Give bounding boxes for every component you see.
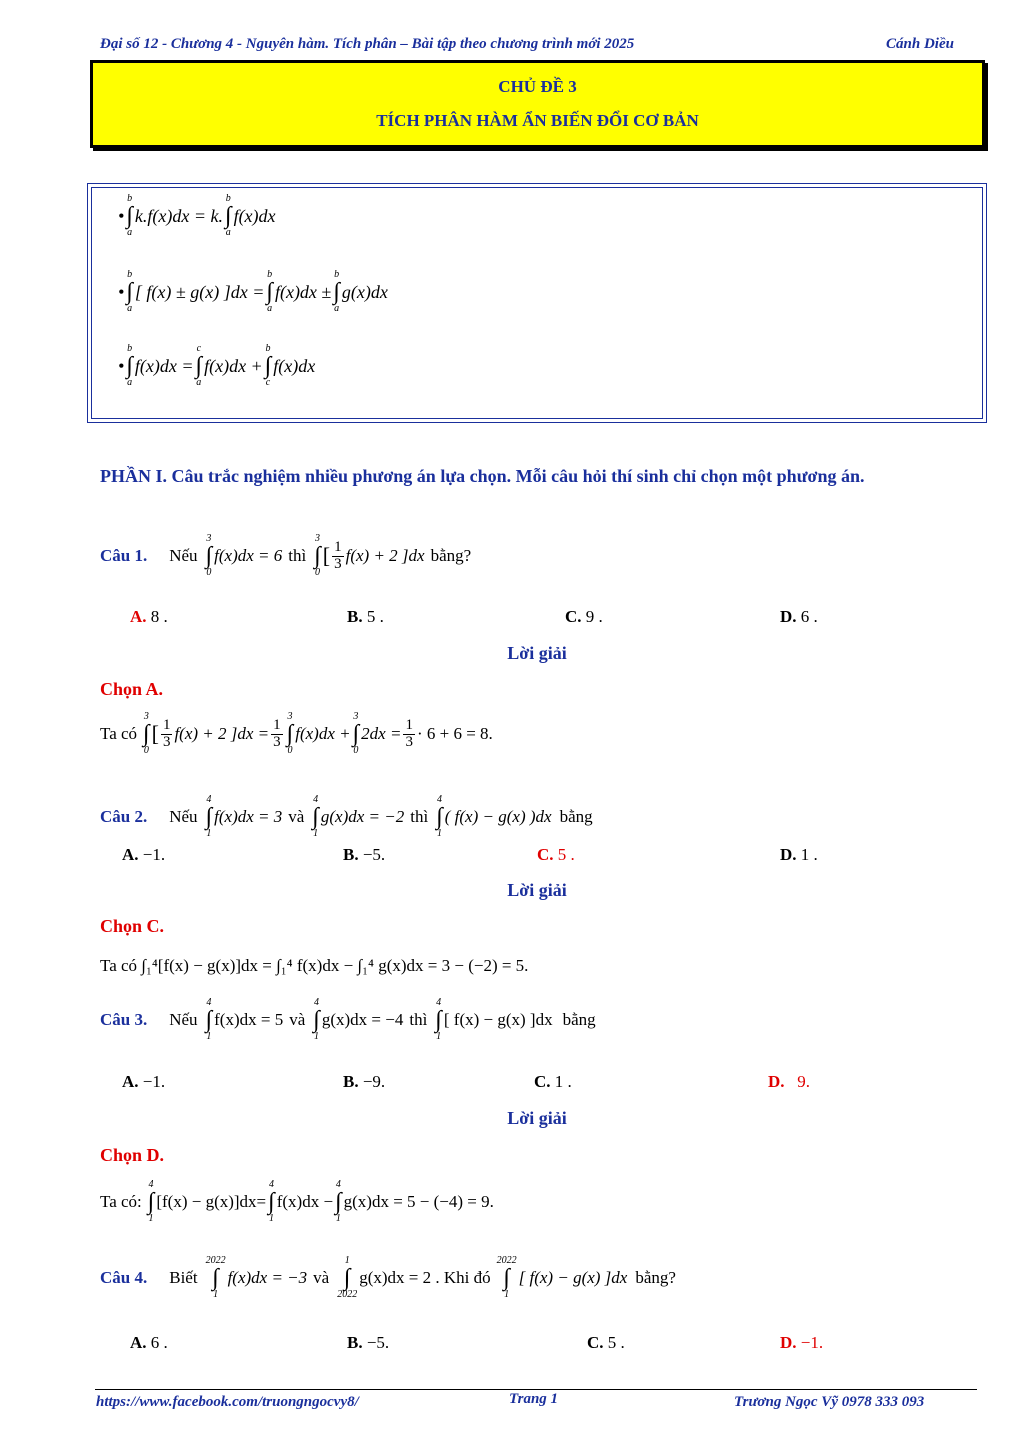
q1-option-a-key: A. bbox=[130, 607, 147, 626]
q1-solution-a: Ta có bbox=[100, 724, 138, 743]
q3-solution-a: Ta có: bbox=[100, 1192, 142, 1211]
q3-text-d: g(x)dx = −4 bbox=[321, 1010, 404, 1029]
question-1-label: Câu 1. bbox=[100, 546, 148, 565]
formula-1-text-b: f(x)dx bbox=[233, 205, 276, 226]
q1-chosen: Chọn A. bbox=[100, 679, 164, 699]
q1-option-a-value: 8 . bbox=[150, 607, 168, 626]
q2-option-d[interactable] bbox=[780, 845, 818, 865]
q3-option-a[interactable] bbox=[122, 1072, 165, 1092]
q4-option-d-value: −1. bbox=[800, 1333, 824, 1352]
q4-option-d-key: D. bbox=[780, 1333, 797, 1352]
question-2: Câu 2. Nếu 4 ∫ 1 f(x)dx = 3 và 4 ∫ 1 g(x)dx = −2 thì 4 ∫ 1 ( f(x) − g(x) )dx bằng bbox=[100, 794, 593, 839]
question-3: Câu 3. Nếu 4 ∫ 1 f(x)dx = 5 và 4 ∫ 1 g(x)dx = −4 thì 4 ∫ 1 [ f(x) − g(x) ]dx bằng bbox=[100, 997, 596, 1042]
q1-text-b: f(x)dx = 6 bbox=[214, 546, 283, 565]
q3-option-c[interactable] bbox=[534, 1072, 572, 1092]
footer-author: Trương Ngọc Vỹ 0978 333 093 bbox=[734, 1394, 925, 1410]
q1-text-c: thì bbox=[288, 546, 307, 565]
question-3-label: Câu 3. bbox=[100, 1010, 148, 1029]
title-line2: TÍCH PHÂN HÀM ẨN BIẾN ĐỔI CƠ BẢN bbox=[376, 111, 699, 130]
q3-text-a: Nếu bbox=[169, 1010, 198, 1029]
q3-text-c: và bbox=[289, 1010, 306, 1029]
formula-1-text: k.f(x)dx = k. bbox=[134, 205, 223, 226]
formula-2-text-c: g(x)dx bbox=[341, 281, 388, 302]
q2-text-c: và bbox=[288, 807, 305, 826]
q3-solution-label: Lời giải bbox=[507, 1108, 567, 1128]
q3-chosen: Chọn D. bbox=[100, 1145, 165, 1165]
formula-3: • b ∫ a f(x)dx = c ∫ a f(x)dx + b ∫ c f(x)dx bbox=[118, 343, 316, 388]
q4-option-a[interactable] bbox=[130, 1333, 168, 1353]
q1-text-a: Nếu bbox=[169, 546, 198, 565]
question-4: Câu 4. Biết 2022 ∫ 1 f(x)dx = −3 và 1 ∫ 2022 g(x)dx = 2 . Khi đó 2022 ∫ 1 [ f(x) − g(x) ]dx bằng? bbox=[100, 1255, 676, 1300]
q3-text-e: thì bbox=[409, 1010, 428, 1029]
q2-option-a[interactable] bbox=[122, 845, 165, 865]
q2-text-b: f(x)dx = 3 bbox=[214, 807, 283, 826]
q1-option-b-key: B. bbox=[347, 607, 363, 626]
q4-option-d[interactable] bbox=[780, 1333, 823, 1353]
q2-option-c[interactable] bbox=[537, 845, 575, 865]
q3-text-g: bằng bbox=[562, 1010, 596, 1029]
q1-option-c-key: C. bbox=[565, 607, 582, 626]
footer-link[interactable]: https://www.facebook.com/truongngocvy8/ bbox=[96, 1394, 359, 1410]
formula-3-text-b: f(x)dx + bbox=[204, 355, 263, 376]
q3-option-d-key: D. bbox=[768, 1072, 785, 1091]
q2-option-c-value: 5 . bbox=[557, 845, 575, 864]
footer-page-number: Trang 1 bbox=[509, 1391, 559, 1407]
q2-text-a: Nếu bbox=[169, 807, 198, 826]
q1-text-e: bằng? bbox=[430, 546, 472, 565]
q4-option-c-value: 5 . bbox=[607, 1333, 625, 1352]
q4-option-b-value: −5. bbox=[366, 1333, 390, 1352]
title-box bbox=[90, 60, 985, 148]
q2-option-a-key: A. bbox=[122, 845, 139, 864]
formula-3-text-a: f(x)dx = bbox=[134, 355, 194, 376]
q4-option-c-key: C. bbox=[587, 1333, 604, 1352]
q1-option-b[interactable] bbox=[347, 607, 384, 627]
q1-option-c[interactable] bbox=[565, 607, 603, 627]
formula-2: • b ∫ a [ f(x) ± g(x) ]dx = b ∫ a f(x)dx ± b ∫ a g(x)dx bbox=[118, 269, 388, 314]
q3-text-b: f(x)dx = 5 bbox=[214, 1010, 284, 1029]
q1-solution-c: f(x)dx + bbox=[295, 724, 351, 743]
q2-option-d-key: D. bbox=[780, 845, 797, 864]
q3-option-c-key: C. bbox=[534, 1072, 551, 1091]
q2-chosen: Chọn C. bbox=[100, 916, 165, 936]
q2-text-f: ( f(x) − g(x) )dx bbox=[444, 807, 552, 826]
header-left: Đại số 12 - Chương 4 - Nguyên hàm. Tích phân – Bài tập theo chương trình mới 2025 bbox=[100, 36, 635, 52]
q3-option-b-value: −9. bbox=[362, 1072, 386, 1091]
q4-text-c: và bbox=[313, 1268, 330, 1287]
q2-solution-label: Lời giải bbox=[507, 880, 567, 900]
q1-option-b-value: 5 . bbox=[366, 607, 384, 626]
formula-3-text-c: f(x)dx bbox=[273, 355, 316, 376]
q3-option-a-key: A. bbox=[122, 1072, 139, 1091]
question-2-label: Câu 2. bbox=[100, 807, 148, 826]
formula-1: • b ∫ a k.f(x)dx = k. b ∫ a f(x)dx bbox=[118, 193, 276, 238]
q3-option-a-value: −1. bbox=[142, 1072, 166, 1091]
q3-option-d[interactable] bbox=[768, 1072, 810, 1092]
q2-text-d: g(x)dx = −2 bbox=[320, 807, 405, 826]
q4-text-d: g(x)dx = 2 . Khi đó bbox=[359, 1268, 491, 1287]
q1-option-d[interactable] bbox=[780, 607, 818, 627]
q3-option-b[interactable] bbox=[343, 1072, 385, 1092]
question-1: Câu 1. Nếu 3 ∫ 0 f(x)dx = 6 thì 3 ∫ 0 [ $\frac{1}{3}$ f(x) + 2 ]dx bằng? bbox=[100, 533, 472, 578]
formula-2-text-b: f(x)dx ± bbox=[274, 281, 332, 302]
q4-option-b[interactable] bbox=[347, 1333, 389, 1353]
q2-option-d-value: 1 . bbox=[800, 845, 818, 864]
q2-text-g: bằng bbox=[559, 807, 593, 826]
q1-solution: Ta có 3 ∫ 0 [ $\frac{1}{3}$ f(x) + 2 ]dx = $\frac{1}{3}$ 3 ∫ 0 f(x)dx + 3 ∫ 0 2dx = $\frac{1}{3}$ · 6 + 6 = 8. bbox=[100, 711, 493, 756]
q3-solution-c: f(x)dx − bbox=[276, 1192, 334, 1211]
q2-option-b-key: B. bbox=[343, 845, 359, 864]
formula-box bbox=[87, 183, 987, 423]
q4-option-c[interactable] bbox=[587, 1333, 625, 1353]
q1-solution-label: Lời giải bbox=[507, 643, 567, 663]
q2-solution: Ta có ∫₁⁴[f(x) − g(x)]dx = ∫₁⁴ f(x)dx − ∫₁⁴ g(x)dx = 3 − (−2) = 5. bbox=[100, 956, 529, 975]
q2-option-b-value: −5. bbox=[362, 845, 386, 864]
q3-solution-d: g(x)dx = 5 − (−4) = 9. bbox=[343, 1192, 494, 1211]
question-4-label: Câu 4. bbox=[100, 1268, 148, 1287]
formula-2-text-a: [ f(x) ± g(x) ]dx = bbox=[134, 281, 265, 302]
q4-option-b-key: B. bbox=[347, 1333, 363, 1352]
q4-option-a-key: A. bbox=[130, 1333, 147, 1352]
q2-option-a-value: −1. bbox=[142, 845, 166, 864]
part1-heading: PHẦN I. Câu trắc nghiệm nhiều phương án lựa chọn. Mỗi câu hỏi thí sinh chỉ chọn một phương án. bbox=[100, 466, 865, 486]
q1-option-d-value: 6 . bbox=[800, 607, 818, 626]
q3-text-f: [ f(x) − g(x) ]dx bbox=[443, 1010, 553, 1029]
q3-solution-b: [f(x) − g(x)]dx= bbox=[156, 1192, 267, 1211]
q2-text-e: thì bbox=[410, 807, 429, 826]
q4-text-g: bằng? bbox=[635, 1268, 676, 1287]
q3-option-c-value: 1 . bbox=[554, 1072, 572, 1091]
q1-solution-d: 2dx = bbox=[361, 724, 402, 743]
q1-solution-b: f(x) + 2 ]dx = bbox=[174, 724, 270, 743]
q3-solution: Ta có: 4 ∫ 1 [f(x) − g(x)]dx= 4 ∫ 1 f(x)dx − 4 ∫ 1 g(x)dx = 5 − (−4) = 9. bbox=[100, 1179, 494, 1224]
q1-text-d: f(x) + 2 ]dx bbox=[345, 546, 425, 565]
q3-option-b-key: B. bbox=[343, 1072, 359, 1091]
q2-option-b[interactable] bbox=[343, 845, 385, 865]
q1-option-d-key: D. bbox=[780, 607, 797, 626]
q1-solution-e: · 6 + 6 = 8. bbox=[416, 724, 493, 743]
q1-option-a[interactable] bbox=[130, 607, 168, 627]
footer-divider bbox=[95, 1389, 977, 1390]
q2-option-c-key: C. bbox=[537, 845, 554, 864]
q4-text-a: Biết bbox=[169, 1268, 198, 1287]
q4-text-b: f(x)dx = −3 bbox=[227, 1268, 308, 1287]
header-right: Cánh Diều bbox=[886, 36, 954, 52]
q3-option-d-value: 9. bbox=[797, 1072, 811, 1091]
q4-text-f: [ f(x) − g(x) ]dx bbox=[518, 1268, 628, 1287]
q1-option-c-value: 9 . bbox=[585, 607, 603, 626]
q4-option-a-value: 6 . bbox=[150, 1333, 168, 1352]
title-line1: CHỦ ĐỀ 3 bbox=[498, 77, 577, 96]
